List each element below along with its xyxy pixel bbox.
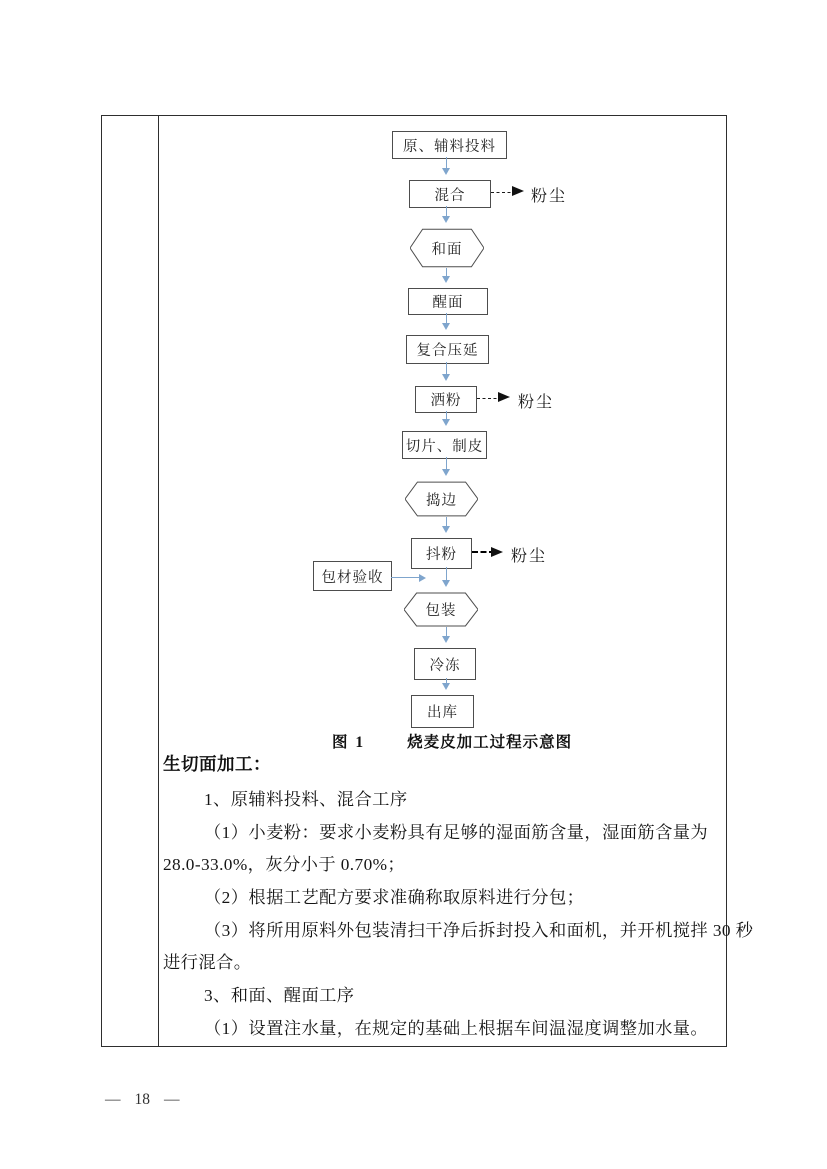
text-line: （3）将所用原料外包装清扫干净后拆封投入和面机，并开机搅拌 30 秒 — [204, 920, 754, 940]
table-column-divider — [158, 116, 159, 1046]
page-number: 18 — [134, 1091, 150, 1108]
down-arrow-icon — [446, 627, 447, 640]
down-arrow-icon — [446, 206, 447, 220]
flow-node-slicing-skin-making — [402, 431, 487, 459]
flow-node-edge-pounding — [405, 481, 478, 517]
down-arrow-icon — [446, 567, 447, 584]
footer-dash: — — [105, 1091, 121, 1108]
flow-node-compound-calendering — [406, 335, 489, 364]
flow-node-label: 切片、制皮 — [405, 438, 484, 455]
down-arrow-icon — [446, 411, 447, 423]
text-line: 进行混合。 — [163, 953, 252, 973]
down-arrow-icon — [446, 678, 447, 687]
body-text — [163, 781, 754, 1043]
flow-node-warehouse-out — [411, 695, 474, 728]
flow-node-label: 抖粉 — [426, 547, 457, 563]
flow-node-label: 原、辅料投料 — [403, 138, 496, 155]
right-arrow-icon — [391, 577, 423, 578]
figure-number: 图 1 — [332, 734, 366, 751]
text-line: 28.0-33.0%，灰分小于 0.70%； — [163, 855, 406, 875]
flow-node-powder-shaking — [411, 538, 472, 569]
flow-node-label: 醒面 — [432, 295, 464, 311]
flow-node-label: 包材验收 — [321, 569, 384, 586]
flow-node-freezing — [414, 648, 476, 680]
flow-node-label: 冷冻 — [429, 657, 461, 674]
text-line: （1）设置注水量，在规定的基础上根据车间温湿度调整加水量。 — [204, 1018, 709, 1038]
footer-dash: — — [164, 1091, 180, 1108]
flow-node-packaging — [404, 592, 478, 627]
dust-dashed-arrow-icon — [472, 551, 495, 553]
flow-node-dough-resting — [408, 288, 488, 315]
flow-node-label: 和面 — [431, 241, 463, 258]
text-line: 3、和面、醒面工序 — [204, 985, 355, 1005]
flow-node-label: 出库 — [427, 705, 458, 721]
flow-node-packaging-material-acceptance — [313, 561, 392, 591]
figure-title: 烧麦皮加工过程示意图 — [407, 734, 573, 751]
flow-node-label: 捣边 — [426, 492, 457, 509]
text-line: （2）根据工艺配方要求准确称取原料进行分包； — [204, 887, 585, 907]
flow-node-label: 混合 — [434, 187, 466, 204]
flow-node-label: 包装 — [425, 603, 457, 619]
flow-node-raw-material-feeding — [392, 131, 507, 159]
section-heading: 生切面加工： — [163, 754, 271, 774]
dust-label: 粉尘 — [531, 188, 568, 205]
dust-dashed-arrow-icon — [491, 192, 516, 193]
text-line: （1）小麦粉：要求小麦粉具有足够的湿面筋含量，湿面筋含量为 — [204, 822, 709, 842]
flow-node-mixing — [409, 180, 491, 208]
down-arrow-icon — [446, 268, 447, 280]
page-footer — [105, 1091, 194, 1109]
flow-node-label: 洒粉 — [430, 393, 462, 409]
flow-node-dough-kneading — [410, 228, 484, 268]
down-arrow-icon — [446, 517, 447, 530]
flow-node-powder-sprinkling — [415, 386, 477, 413]
dust-label: 粉尘 — [511, 548, 548, 565]
dust-dashed-arrow-icon — [477, 398, 502, 399]
figure-caption — [332, 730, 572, 752]
down-arrow-icon — [446, 457, 447, 473]
down-arrow-icon — [446, 362, 447, 378]
dust-label: 粉尘 — [518, 394, 555, 411]
down-arrow-icon — [446, 157, 447, 172]
text-line: 1、原辅料投料、混合工序 — [204, 789, 408, 809]
flow-node-label: 复合压延 — [416, 343, 479, 359]
down-arrow-icon — [446, 313, 447, 327]
